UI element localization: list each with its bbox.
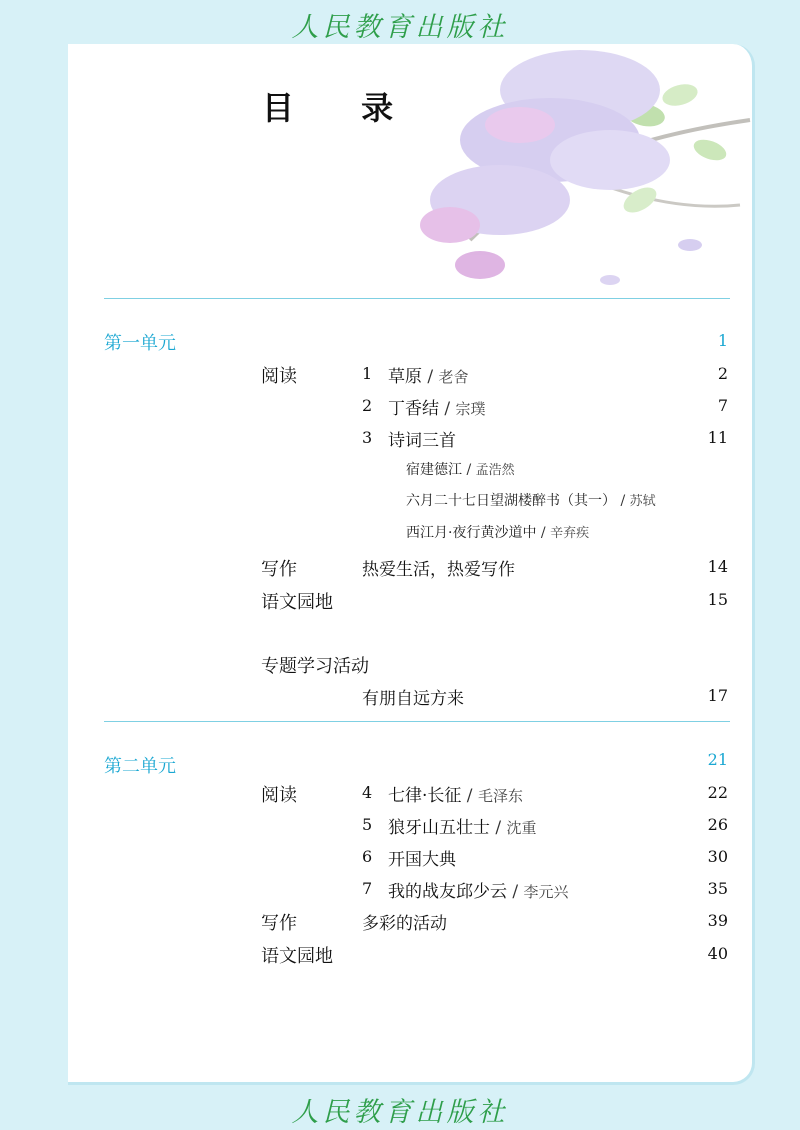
lesson-3[interactable] (388, 426, 456, 451)
lesson-5-page: 26 (707, 815, 728, 834)
lesson-4-page: 22 (707, 783, 728, 802)
unit-2-page: 21 (707, 750, 728, 769)
lesson-5-num: 5 (362, 815, 373, 834)
unit-1-activity-title[interactable]: 有朋自远方来 (362, 689, 464, 709)
poem-1[interactable]: 宿建德江 / 孟浩然 (406, 462, 515, 478)
lesson-title: 七律·长征 (388, 786, 462, 806)
unit-1-title[interactable]: 第一单元 (104, 333, 176, 354)
lesson-author: 老舍 (438, 368, 469, 386)
unit-2-writing-label: 写作 (261, 913, 297, 934)
lilac-illustration (410, 30, 755, 300)
poem-title: 西江月·夜行黄沙道中 (406, 525, 537, 541)
lesson-2[interactable]: 丁香结 / 宗璞 (388, 399, 486, 419)
unit-1-garden-label[interactable]: 语文园地 (261, 592, 333, 613)
poem-author: 苏轼 (629, 494, 656, 509)
lesson-3-page: 11 (707, 428, 728, 447)
lesson-1-num: 1 (362, 364, 373, 383)
lesson-title: 诗词三首 (388, 431, 456, 451)
lesson-title: 我的战友邱少云 (388, 882, 507, 902)
lesson-author: 宗璞 (455, 400, 486, 418)
unit-1-writing-title[interactable]: 热爱生活，热爱写作 (362, 560, 515, 580)
publisher-logo-top: 人民教育出版社 (291, 12, 509, 43)
lesson-title: 丁香结 (388, 399, 439, 419)
publisher-logo-bottom: 人民教育出版社 (291, 1097, 509, 1128)
lesson-7[interactable]: 我的战友邱少云 / 李元兴 (388, 882, 569, 902)
unit-1-writing-label: 写作 (261, 559, 297, 580)
unit-2-reading-label: 阅读 (261, 785, 297, 806)
lesson-author: 毛泽东 (477, 787, 523, 805)
lesson-title: 开国大典 (388, 850, 456, 870)
poem-3[interactable]: 西江月·夜行黄沙道中 / 辛弃疾 (406, 525, 590, 541)
unit-1-writing-page: 14 (707, 557, 728, 576)
lesson-6-page: 30 (707, 847, 728, 866)
lesson-4[interactable]: 七律·长征 / 毛泽东 (388, 786, 523, 806)
lesson-title: 狼牙山五壮士 (388, 818, 490, 838)
unit-2-writing-page: 39 (707, 911, 728, 930)
poem-2[interactable]: 六月二十七日望湖楼醉书（其一） / 苏轼 (406, 493, 656, 509)
lesson-title: 草原 (388, 367, 422, 387)
poem-author: 孟浩然 (475, 463, 515, 478)
lesson-7-num: 7 (362, 879, 373, 898)
page-title: 目 录 (262, 89, 422, 127)
lesson-6-num: 6 (362, 847, 373, 866)
lesson-1-page: 2 (717, 364, 728, 383)
lesson-5[interactable]: 狼牙山五壮士 / 沈重 (388, 818, 537, 838)
lesson-1[interactable]: 草原 / 老舍 (388, 367, 469, 387)
lesson-2-num: 2 (362, 396, 373, 415)
lesson-4-num: 4 (362, 783, 373, 802)
unit-1-garden-page: 15 (707, 590, 728, 609)
lesson-3-num: 3 (362, 428, 373, 447)
unit-2-garden-label[interactable]: 语文园地 (261, 946, 333, 967)
unit-1-reading-label: 阅读 (261, 366, 297, 387)
lesson-author: 李元兴 (523, 883, 569, 901)
unit-1-page: 1 (717, 331, 728, 350)
lesson-2-page: 7 (717, 396, 728, 415)
poem-author: 辛弃疾 (550, 526, 590, 541)
divider-middle (104, 721, 730, 722)
lesson-7-page: 35 (707, 879, 728, 898)
unit-2-writing-title[interactable]: 多彩的活动 (362, 914, 447, 934)
unit-1-activity-label: 专题学习活动 (261, 656, 369, 677)
poem-title: 宿建德江 (406, 462, 462, 478)
unit-1-activity-page: 17 (707, 686, 728, 705)
unit-2-title[interactable]: 第二单元 (104, 756, 176, 777)
lesson-6[interactable] (388, 845, 456, 870)
lesson-author: 沈重 (506, 819, 537, 837)
divider-top (104, 298, 730, 299)
poem-title: 六月二十七日望湖楼醉书（其一） (406, 493, 616, 509)
unit-2-garden-page: 40 (707, 944, 728, 963)
